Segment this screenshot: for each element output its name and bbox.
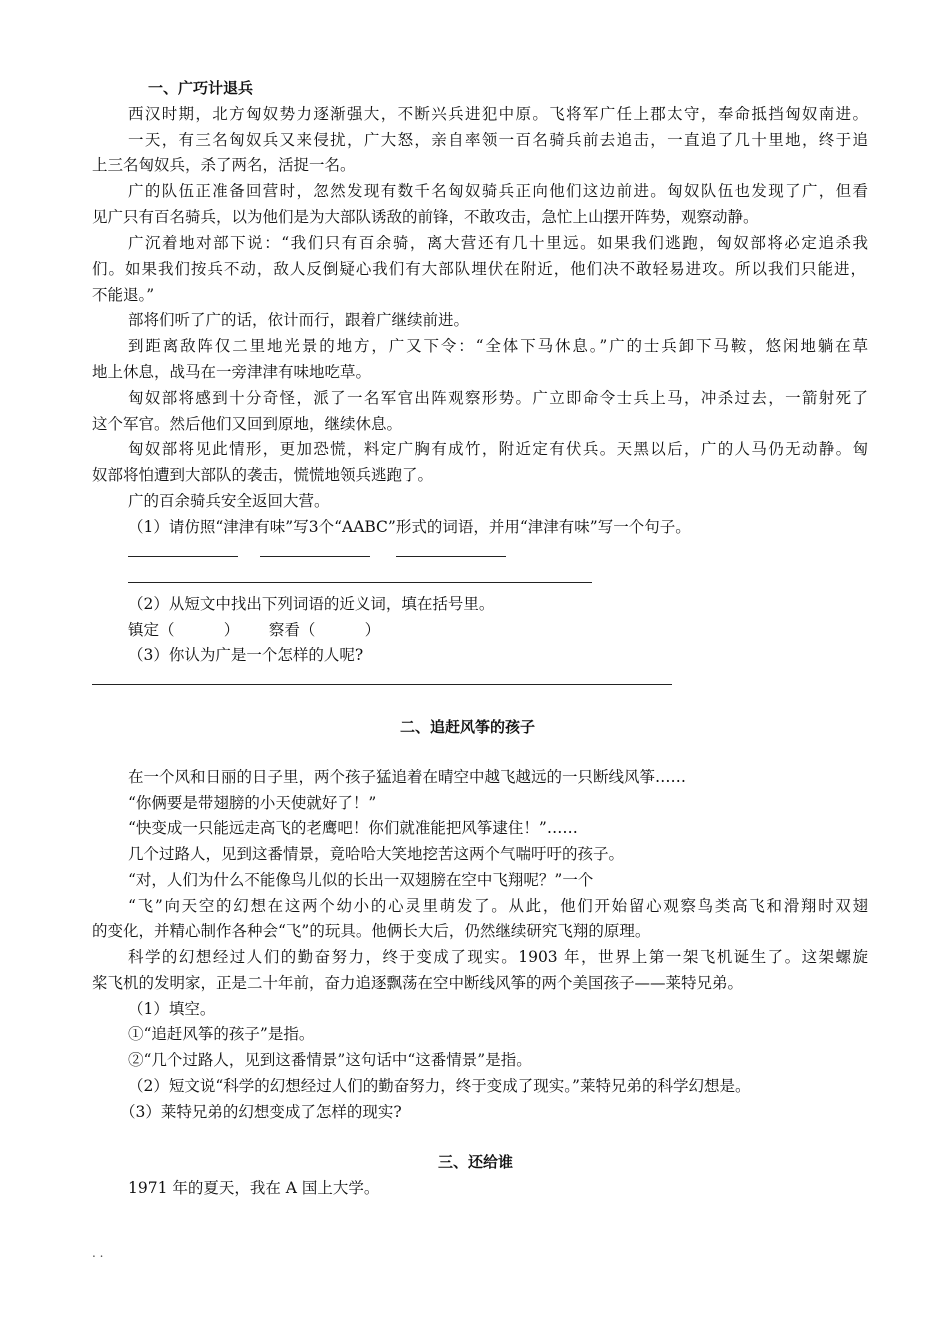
answer-blank-sentence[interactable] <box>128 582 592 583</box>
s2-line-5: “对，人们为什么不能像鸟儿似的长出一双翅膀在空中飞翔呢？”一个 <box>128 871 594 889</box>
s1-line-4: 广的队伍正准备回营时，忽然发现有数千名匈奴骑兵正向他们这边前进。匈奴队伍也发现了广，但看 <box>128 182 868 200</box>
s2-line-8: 科学的幻想经过人们的勤奋努力，终于变成了现实。1903 年，世界上第一架飞机诞生了。这架螺旋 <box>128 948 868 966</box>
answer-blank-3[interactable] <box>396 556 506 557</box>
answer-blank-q3[interactable] <box>92 684 672 685</box>
s2-question-3: （3）莱特兄弟的幻想变成了怎样的现实? <box>120 1103 402 1121</box>
s1-question-2: （2）从短文中找出下列词语的近义词，填在括号里。 <box>128 595 495 613</box>
page-footer-dots: . . <box>92 1246 104 1260</box>
answer-blank-1[interactable] <box>128 556 238 557</box>
s2-line-2: “你俩要是带翅膀的小天使就好了！” <box>128 794 377 812</box>
s2-line-4: 几个过路人，见到这番情景，竟哈哈大笑地挖苦这两个气喘吁吁的孩子。 <box>128 845 625 863</box>
section2-title: 二、追赶风筝的孩子 <box>400 718 536 736</box>
answer-blank-2[interactable] <box>260 556 370 557</box>
s1-line-14: 匈奴部将见此情形，更加恐慌，料定广胸有成竹，附近定有伏兵。天黑以后，广的人马仍无动静。匈 <box>128 440 868 458</box>
s3-line-1: 1971 年的夏天，我在 A 国上大学。 <box>128 1179 380 1197</box>
s2-line-3: “快变成一只能远走高飞的老鹰吧！你们就准能把风筝逮住！”…… <box>128 819 578 837</box>
s1-line-1: 西汉时期，北方匈奴势力逐渐强大，不断兴兵进犯中原。飞将军广任上郡太守，奉命抵挡匈奴南进。 <box>128 105 868 123</box>
s1-line-5: 见广只有百名骑兵，以为他们是为大部队诱敌的前锋，不敢攻击，急忙上山摆开阵势，观察动静。 <box>92 208 759 226</box>
s2-line-7: 的变化，并精心制作各种会“飞”的玩具。他俩长大后，仍然继续研究飞翔的原理。 <box>92 922 651 940</box>
s2-line-1: 在一个风和日丽的日子里，两个孩子猛追着在晴空中越飞越远的一只断线风筝…… <box>128 768 687 786</box>
section3-title: 三、还给谁 <box>438 1153 514 1171</box>
s1-line-7: 们。如果我们按兵不动，敌人反倒疑心我们有大部队埋伏在附近，他们决不敢轻易进攻。所以我们只能进， <box>92 260 866 278</box>
section1-title: 一、广巧计退兵 <box>148 79 254 97</box>
s1-line-10: 到距离敌阵仅二里地光景的地方，广又下令：“全体下马休息。”广的士兵卸下马鞍，悠闲地躺在草 <box>128 337 868 355</box>
s1-line-6: 广沉着地对部下说：“我们只有百余骑，离大营还有几十里远。如果我们逃跑，匈奴部将必定追杀我 <box>128 234 868 252</box>
s1-line-11: 地上休息，战马在一旁津津有味地吃草。 <box>92 363 372 381</box>
s1-line-13: 这个军官。然后他们又回到原地，继续休息。 <box>92 415 403 433</box>
s1-question-2-items: 镇定（ ） 察看（ ） <box>128 621 381 639</box>
s2-line-9: 桨飞机的发明家，正是二十年前，奋力追逐飘荡在空中断线风筝的两个美国孩子——莱特兄弟。 <box>92 974 744 992</box>
s1-line-8: 不能退。” <box>92 286 155 304</box>
s2-question-1b: ②“几个过路人，见到这番情景”这句话中“这番情景”是指。 <box>128 1051 532 1069</box>
s1-question-3: （3）你认为广是一个怎样的人呢? <box>128 646 364 664</box>
s1-line-16: 广的百余骑兵安全返回大营。 <box>128 492 330 510</box>
s1-line-3: 上三名匈奴兵，杀了两名，活捉一名。 <box>92 156 356 174</box>
s2-question-1: （1）填空。 <box>128 1000 216 1018</box>
s1-line-12: 匈奴部将感到十分奇怪，派了一名军官出阵观察形势。广立即命令士兵上马，冲杀过去，一箭射死了 <box>128 389 868 407</box>
s2-line-6: “飞”向天空的幻想在这两个幼小的心灵里萌发了。从此，他们开始留心观察鸟类高飞和滑翔时双翅 <box>128 897 868 915</box>
s1-question-1: （1）请仿照“津津有味”写3个“AABC”形式的词语，并用“津津有味”写一个句子。 <box>128 518 691 536</box>
s2-question-2: （2）短文说“科学的幻想经过人们的勤奋努力，终于变成了现实。”莱特兄弟的科学幻想是。 <box>128 1077 751 1095</box>
s1-line-2: 一天，有三名匈奴兵又来侵扰，广大怒，亲自率领一百名骑兵前去追击，一直追了几十里地，终于追 <box>128 131 868 149</box>
s2-question-1a: ①“追赶风筝的孩子”是指。 <box>128 1025 315 1043</box>
s1-line-15: 奴部将怕遭到大部队的袭击，慌慌地领兵逃跑了。 <box>92 466 434 484</box>
s1-line-9: 部将们听了广的话，依计而行，跟着广继续前进。 <box>128 311 470 329</box>
